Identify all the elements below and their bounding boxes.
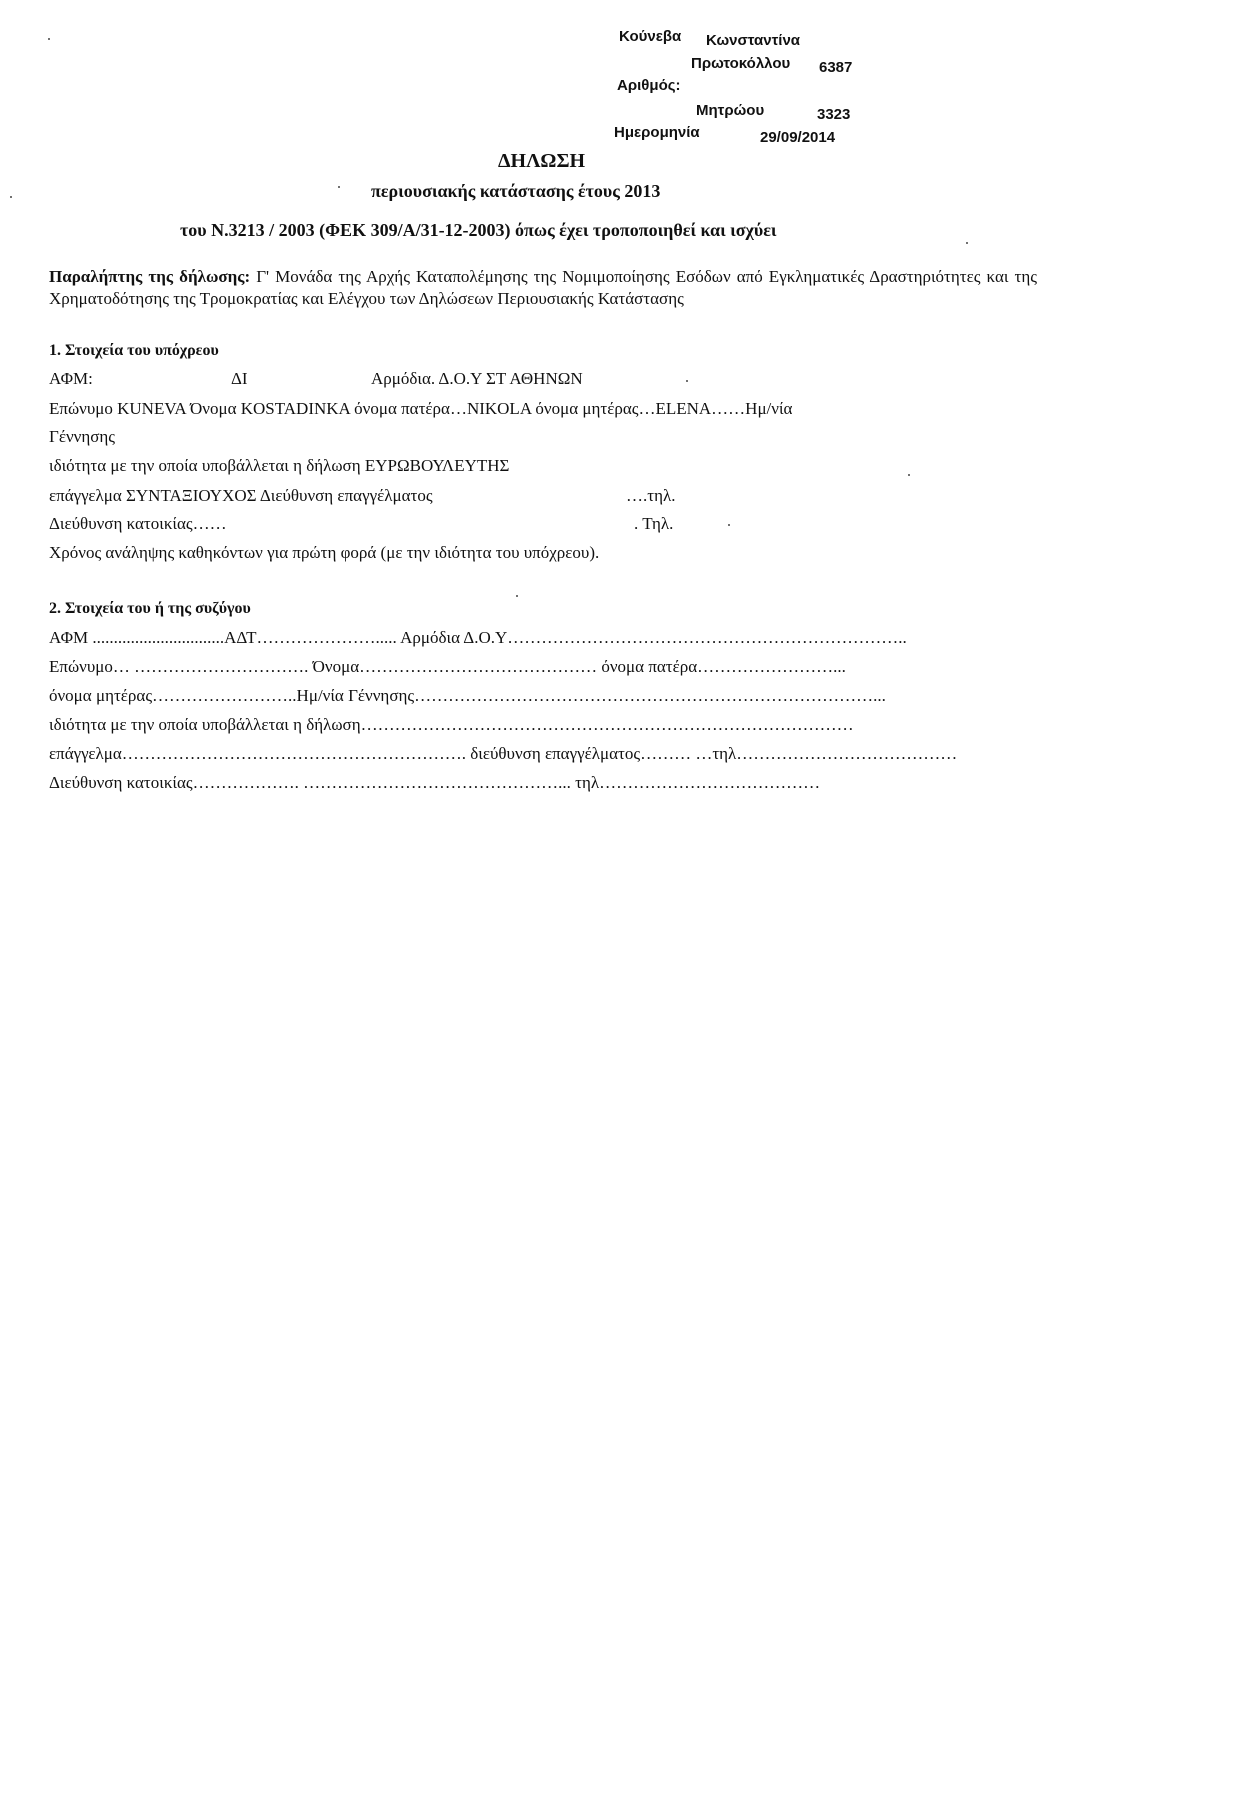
section2-line-residence: Διεύθυνση κατοικίας………………. ………………………………………... τηλ………………………………… bbox=[49, 773, 821, 792]
law-reference: του Ν.3213 / 2003 (ΦΕΚ 309/Α/31-12-2003) όπως έχει τροποποιηθεί και ισχύει bbox=[180, 220, 777, 240]
scan-speck bbox=[338, 186, 340, 188]
registry-number: 3323 bbox=[817, 106, 851, 123]
recipient-paragraph bbox=[49, 266, 1037, 310]
scan-speck bbox=[516, 595, 518, 597]
protocol-label: Πρωτοκόλλου bbox=[691, 55, 791, 72]
section2-line-name: Επώνυμο… …………………………. Όνομα…………………………………… όνομα πατέρα……………………... bbox=[49, 657, 846, 676]
scan-speck bbox=[10, 196, 12, 198]
document-title: ΔΗΛΩΣΗ bbox=[498, 150, 586, 172]
date-label: Ημερομηνία bbox=[614, 124, 700, 141]
document-subtitle: περιουσιακής κατάστασης έτους 2013 bbox=[371, 181, 661, 201]
section1-di: ΔΙ bbox=[231, 369, 248, 388]
section1-profession: επάγγελμα ΣΥΝΤΑΞΙΟΥΧΟΣ Διεύθυνση επαγγέλματος bbox=[49, 486, 433, 505]
section2-line-afm: ΑΦΜ ...............................ΑΔΤ…………………..... Αρμόδια Δ.Ο.Υ…………………………………………………………….. bbox=[49, 628, 907, 647]
scan-speck bbox=[728, 524, 730, 526]
number-label: Αριθμός: bbox=[617, 77, 681, 94]
section1-first-time: Χρόνος ανάληψης καθηκόντων για πρώτη φορά (με την ιδιότητα του υπόχρεου). bbox=[49, 543, 600, 562]
scan-speck bbox=[908, 474, 910, 476]
section2-line-mother: όνομα μητέρας……………………..Ημ/νία Γέννησης………………………………………………………………………... bbox=[49, 686, 886, 705]
declarant-first-name: Κωνσταντίνα bbox=[706, 32, 801, 49]
section1-birthdate-label: Γέννησης bbox=[49, 427, 116, 446]
section1-profession-phone: ….τηλ. bbox=[626, 486, 676, 505]
scan-speck bbox=[686, 380, 688, 382]
date-value: 29/09/2014 bbox=[760, 129, 836, 146]
scan-speck bbox=[48, 38, 50, 40]
section1-name-line: Επώνυμο KUNEVA Όνομα KOSTADINKA όνομα πατέρα…NIKOLA όνομα μητέρας…ELENA……Ημ/νία bbox=[49, 399, 793, 418]
registry-label: Μητρώου bbox=[696, 102, 765, 119]
section2-line-capacity: ιδιότητα με την οποία υποβάλλεται η δήλωση…………………………………………………………………………… bbox=[49, 715, 854, 734]
section2-line-profession: επάγγελμα……………………………………………………. διεύθυνση επαγγέλματος……… …τηλ………………………………… bbox=[49, 744, 958, 763]
section1-afm: ΑΦΜ: bbox=[49, 369, 93, 388]
section1-heading: 1. Στοιχεία του υπόχρεου bbox=[49, 342, 219, 359]
recipient-text: Γ' Μονάδα της Αρχής Καταπολέμησης της Νομιμοποίησης Εσόδων από Εγκληματικές Δραστηριότητες και της Χρηματοδότησης της Τρομοκρατίας και Ελέγχου των Δηλώσεων Περιουσιακής Κατάστασης bbox=[49, 267, 1037, 308]
section1-capacity: ιδιότητα με την οποία υποβάλλεται η δήλωση ΕΥΡΩΒΟΥΛΕΥΤΗΣ bbox=[49, 456, 510, 475]
section1-residence-phone: . Τηλ. bbox=[634, 514, 674, 533]
section1-tax-office: Αρμόδια. Δ.Ο.Υ ΣΤ ΑΘΗΝΩΝ bbox=[371, 369, 583, 388]
scan-speck bbox=[966, 242, 968, 244]
section2-heading: 2. Στοιχεία του ή της συζύγου bbox=[49, 600, 251, 617]
section1-residence: Διεύθυνση κατοικίας…… bbox=[49, 514, 227, 533]
recipient-label: Παραλήπτης της δήλωσης: bbox=[49, 267, 251, 286]
declarant-surname: Κούνεβα bbox=[619, 28, 682, 45]
protocol-number: 6387 bbox=[819, 59, 853, 76]
